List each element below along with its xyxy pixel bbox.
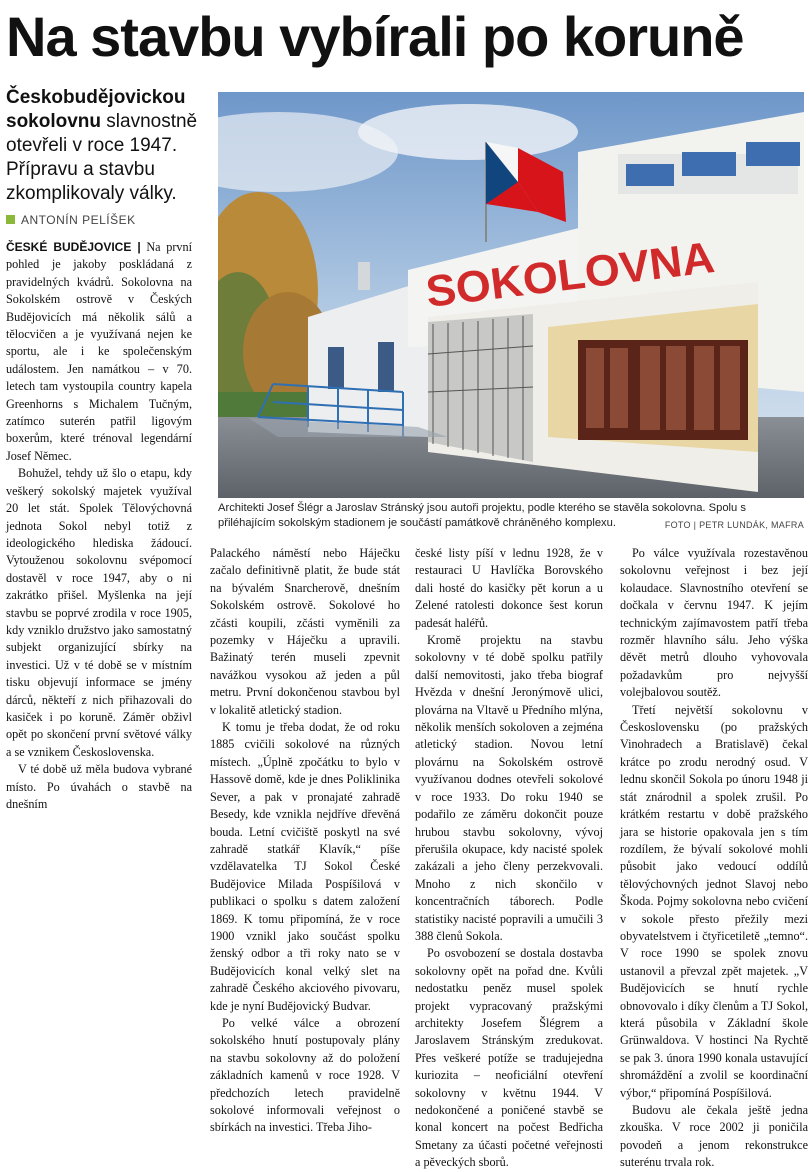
lead-bold: Českobudějovickou sokolovnu: [6, 87, 186, 132]
article-column-1: [6, 239, 192, 813]
paragraph: Po válce využívala rozestavěnou sokolovnu veřejnost i bez její kolaudace. Slavnostního otevření se dočkala v červnu 1947. K jejím technickým zajímavostem patří třeba rozměr hlavního sálu. Jeho výška děvět metrů dlouho vyhovovala požadavkům pro nejvyšší volejbalovou soutěž.: [620, 546, 808, 700]
photo-caption: Architekti Josef Šlégr a Jaroslav Stránský jsou autoři projektu, podle kterého se stavěla sokolovna. Spolu s přiléhajícím sokolským stadionem je součástí památkově chráněného komplexu.: [218, 502, 746, 529]
headline: Na stavbu vybírali po koruně: [6, 5, 744, 68]
paragraph: Po osvobození se dostala dostavba sokolovny opět na pořad dne. Kvůli nedostatku peněz musel spolek projekt vypracovaný pražskými architekty Josefem Šlégrem a Jaroslavem Stránským zredukovat. Přes veškeré potíže se tradujejedna kuriozita – neoficiální otevření sokolovny v květnu 1944. V nedokončené a poničené stavbě se konal koncert na počest Bedřicha Smetany za účasti početné veřejnosti a pěveckých sborů.: [415, 946, 603, 1170]
lead-paragraph: [6, 86, 206, 206]
dateline-city: ČESKÉ BUDĚJOVICE |: [6, 240, 141, 254]
byline-square-icon: [6, 215, 15, 224]
paragraph: Palackého náměstí nebo Háječku začalo definitivně platit, že bude stát na bývalém Snarcherově, dnešním Sokolském ostrově. Sokolové ho zčásti koupili, zčásti vyměnili za pozemky v Háječku a upravili. Bažinatý terén museli zpevnit navážkou vysokou až jeden a půl metru. První dokončenou stavbou byl v lokalitě atletický stadion.: [210, 546, 400, 717]
article-column-2: [210, 545, 400, 1137]
paragraph: Třetí největší sokolovnu v Československu (po pražských Vinohradech a Bratislavě) čekal krátce po zrodu nerodný osud. V lednu skončil Sokola po únoru 1948 ji stát znárodnil a spolek zrušil. Po krátkém restartu v době pražského jara se historie opakovala jen s tím rozdílem, že bývalí sokolové mohli působit jako vedoucí oddílů tělovýchovných jednot Slavoj nebo Škoda. Pojmy sokolovna nebo cvičení v sokole přesto přežily mezi obyvatelstvem i čtyřicetiletě „temno“. V roce 1990 se spolek znovu ustanovil a převzal zpět majetek. „V Budějovicích se hnutí rychle obnovovalo i díky členům a TJ Sokol, která působila v Základní škole Grünwaldova. V hostinci Na Rychtě se pak 3. února 1990 konala ustavující shromáždění a zvolil se koordinační výbor,“ připomíná Pospíšilová.: [620, 702, 808, 1100]
sokolovna-photo: [218, 92, 804, 498]
paragraph-text: Na první pohled je jakoby poskládaná z pravidelných kvádrů. Sokolovna na Sokolském ostrově v Českých Budějovicích má několik sálů a tělocvičen a je využívaná nejen ke sportu, ale i ke společenským událostem. Jen namátkou – v 70. letech tam vystoupila country kapela Greenhorns s Michalem Tučným, zatímco suterén patřil ligovým boxerům, které trénoval legendární Josef Němec.: [6, 240, 193, 463]
article-column-4: [620, 545, 808, 1172]
author-name: ANTONÍN PELÍŠEK: [21, 213, 136, 227]
article-column-3: [415, 545, 603, 1172]
photo-illustration: [218, 92, 804, 498]
paragraph: V té době už měla budova vybrané místo. Po úvahách o stavbě na dnešním: [6, 762, 192, 811]
lead-rest: slavnostně otevřeli v roce 1947. Přípravu a stavbu zkomplikovaly války.: [6, 111, 198, 204]
paragraph: K tomu je třeba dodat, že od roku 1885 cvičili sokolové na různých místech. „Úplně zpočátku to bylo v Hassově domě, kde je dnes Poliklinika Sever, a pak v pronajaté zahradě Besedy, kde vznikla nejdříve dřevěná bouda. Letní cvičiště poskytl na své zahradě statkář Klavík,“ píše vzdělavatelka TJ Sokol České Budějovice Milada Pospíšilová v publikaci o spolku s datem založení 1869. K tomu připomíná, že v roce 1900 vznikl jako součást spolku ženský odbor a tři roky nato se v Budějovicích konal velký slet na zahradě Českého akciového pivovaru, kde je nyní Budějovický Budvar.: [210, 720, 400, 1013]
paragraph: Budovu ale čekala ještě jedna zkouška. V roce 2002 ji poničila povodeň a jenom rekonstrukce suterénu trvala rok.: [620, 1103, 808, 1170]
paragraph: Bohužel, tehdy už šlo o etapu, kdy veškerý sokolský majetek využíval 20 let stát. Spolek Tělovýchovná jednota Sokol nebyl totiž z ideologického hlediska žádoucí. Vytouženou sokolovnu svépomocí dostavěl v roce 1947, aby o ni zakrátko přišel. Myšlenka na její stavbu se poprvé zrodila v roce 1905, kdy vzniklo družstvo jako samostatný subjekt organizující sbírky na investici. Už v té době se v místním tisku objevují informace se jmény dárců, někteří z nich přihazovali do kasiček i po koruně. Záměr obživl opět po skončení první světové války a se vznikem Československa.: [6, 466, 192, 759]
sign-text: SOKOLOVNA: [423, 233, 711, 317]
paragraph: [6, 239, 192, 465]
photo-credit: FOTO | PETR LUNDÁK, MAFRA: [664, 520, 804, 530]
paragraph: české listy píší v lednu 1928, že v restauraci U Havlíčka Borovského dali hosté do kasičky pět korun a u Zelené ratolesti dokonce šest korun padesát haléřů.: [415, 546, 603, 630]
paragraph: Kromě projektu na stavbu sokolovny v té době spolku patřily další nemovitosti, jako třeba biograf Hvězda v dnešní Jeronýmově ulici, plovárna na Vltavě u Předního mlýna, několik menších sokoloven a zejména atletický stadion. Novou letní plovárnu na Sokolském ostrově využívanou dodnes otevřeli sokolové v roce 1933. Do roku 1940 se podařilo ze záměru dokončit pouze hrubou stavbu sokolovny, vývoj přerušila okupace, kdy nacisté spolek zakázali a jeho členy perzekvovali. Mnoho z nich skončilo v koncentračních táborech. Podle statistiky nacisté popravili a umučili 3 388 členů Sokola.: [415, 633, 603, 943]
paragraph: Po velké válce a obrození sokolského hnutí postupovaly plány na stavbu sokolovny až do položení základních kamenů v roce 1928. V předchozích letech pravidelně sokolové informovali veřejnost o sbírkách na investici. Třeba Jiho-: [210, 1015, 400, 1135]
author-byline: [6, 213, 136, 227]
